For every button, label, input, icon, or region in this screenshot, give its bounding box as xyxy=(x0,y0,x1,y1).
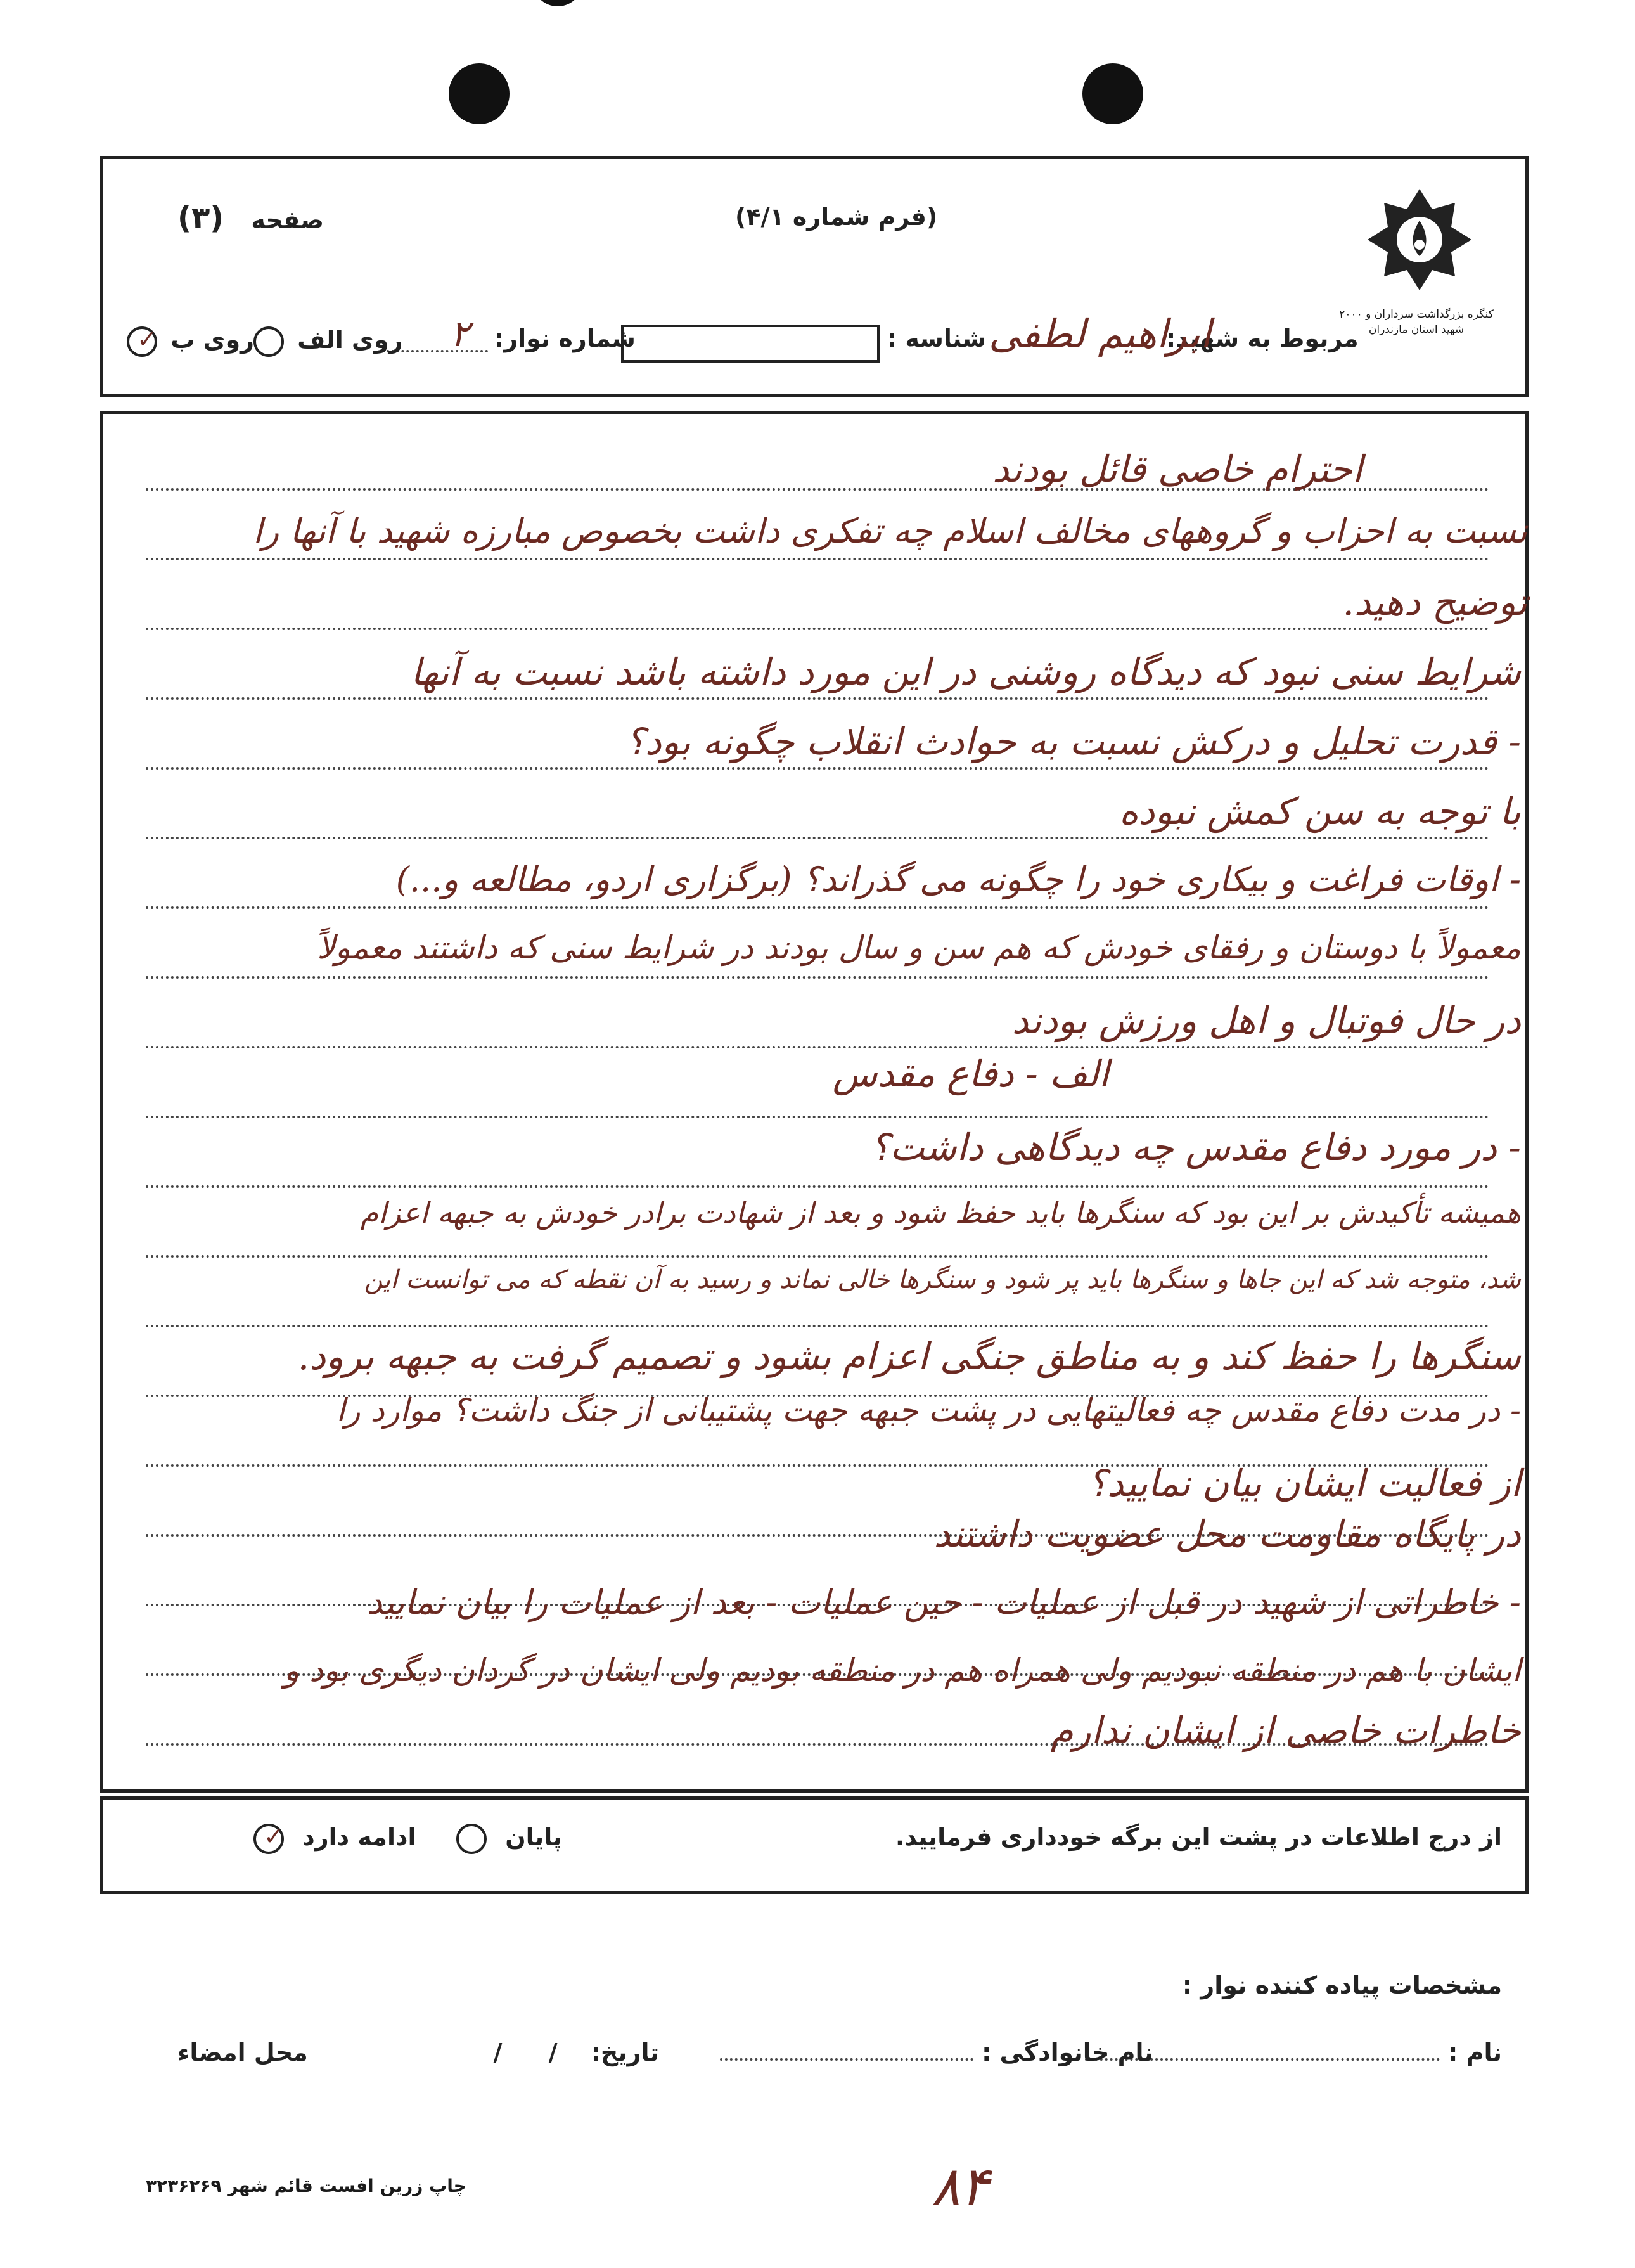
body-line: همیشه تأکیدش بر این بود که سنگرها باید حفظ شود و بعد از شهادت برادر خودش به جبهه اعزام xyxy=(360,1195,1521,1230)
body-line: از فعالیت ایشان بیان نمایید؟ xyxy=(1087,1462,1521,1505)
family-label: نام خانوادگی : xyxy=(982,2039,1153,2066)
body-line-heading: الف - دفاع مقدس xyxy=(832,1052,1109,1095)
body-line: نسبت به احزاب و گروههای مخالف اسلام چه تفکری داشت بخصوص مبارزه شهید با آنها را xyxy=(253,511,1527,551)
body-line: - در مورد دفاع مقدس چه دیدگاهی داشت؟ xyxy=(870,1126,1521,1169)
family-field[interactable] xyxy=(697,2039,1153,2066)
end-radio[interactable] xyxy=(456,1824,487,1854)
body-line: با توجه به سن کمش نبوده xyxy=(1119,790,1521,833)
body-line: در حال فوتبال و اهل ورزش بودند xyxy=(1011,999,1521,1042)
side-a-radio[interactable] xyxy=(253,326,284,357)
side-a-label: روی الف xyxy=(297,326,403,354)
signature-label: محل امضاء xyxy=(177,2039,308,2066)
transcriber-title: مشخصات پیاده کننده نوار : xyxy=(1182,1971,1502,1999)
family-dots xyxy=(720,2039,973,2061)
punch-hole-left xyxy=(449,63,510,124)
id-label: شناسه : xyxy=(887,325,986,352)
printer-credit: چاپ زرین افست قائم شهر ۳۲۳۶۲۶۹ xyxy=(146,2175,466,2196)
body-line: ایشان با هم در منطقه نبودیم ولی همراه هم در منطقه بودیم ولی ایشان در گردان دیگری بود و xyxy=(284,1652,1521,1689)
form-number: (فرم شماره ۴/۱) xyxy=(735,203,938,231)
martyr-name: ابراهیم لطفی xyxy=(989,311,1212,357)
body-line: شد، متوجه شد که این جاها و سنگرها باید پر شود و سنگرها خالی نماند و رسید به آن نقطه که می توانست این xyxy=(364,1265,1521,1294)
side-a-option[interactable] xyxy=(253,326,402,357)
side-b-radio-checked[interactable] xyxy=(127,326,157,357)
side-b-label: روی ب xyxy=(170,326,254,354)
body-line: معمولاً با دوستان و رفقای خودش که هم سن و سال بودند در شرایط سنی که داشتند معمولاً xyxy=(317,929,1521,966)
continues-option[interactable] xyxy=(253,1823,416,1854)
body-line: توضیح دهید. xyxy=(1342,581,1527,624)
org-text: کنگره بزرگداشت سرداران و ۲۰۰۰ شهید استان مازندران xyxy=(1339,308,1494,336)
tape-value: ۲ xyxy=(450,312,470,355)
continues-radio-checked[interactable] xyxy=(253,1824,284,1854)
end-label: پایان xyxy=(505,1823,562,1851)
logo-emblem-icon xyxy=(1362,184,1477,304)
date-value: / / xyxy=(493,2039,558,2066)
body-line: - اوقات فراغت و بیکاری خود را چگونه می گذراند؟ (برگزاری اردو، مطالعه و...) xyxy=(395,860,1521,899)
name-label: نام : xyxy=(1448,2039,1502,2066)
continues-label: ادامه دارد xyxy=(302,1823,416,1851)
side-b-option[interactable] xyxy=(127,326,254,357)
date-label: تاریخ: xyxy=(591,2039,659,2066)
corner-mark xyxy=(532,0,583,6)
handwritten-page-number: ۸۴ xyxy=(932,2155,989,2217)
page-number: (۳) xyxy=(177,200,224,236)
body-line: شرایط سنی نبود که دیدگاه روشنی در این مورد داشته باشد نسبت به آنها xyxy=(410,650,1521,693)
body-line: - قدرت تحلیل و درکش نسبت به حوادث انقلاب چگونه بود؟ xyxy=(625,720,1521,763)
body-line: احترام خاصی قائل بودند xyxy=(992,448,1362,491)
punch-hole-right xyxy=(1082,63,1143,124)
date-field[interactable] xyxy=(406,2039,659,2066)
back-notice: از درج اطلاعات در پشت این برگه خودداری فرمایید. xyxy=(895,1823,1502,1851)
martyr-label: مربوط به شهید: xyxy=(1166,325,1359,352)
body-line: در پایگاه مقاومت محل عضویت داشتند xyxy=(933,1512,1521,1556)
body-line: خاطرات خاصی از ایشان ندارم xyxy=(1050,1709,1521,1752)
logo-emblem xyxy=(1362,184,1477,304)
page-label-group xyxy=(177,200,324,236)
end-option[interactable] xyxy=(456,1823,562,1854)
body-line: سنگرها را حفظ کند و به مناطق جنگی اعزام بشود و تصمیم گرفت به جبهه برود. xyxy=(297,1335,1521,1378)
page-label: صفحه xyxy=(251,206,324,234)
body-line: - خاطراتی از شهید در قبل از عملیات - حین عملیات - بعد از عملیات را بیان نمایید xyxy=(366,1582,1521,1622)
body-line: - در مدت دفاع مقدس چه فعالیتهایی در پشت جبهه جهت پشتیبانی از جنگ داشت؟ موارد را xyxy=(336,1392,1521,1429)
tape-label: شماره نوار: xyxy=(494,325,636,352)
id-field[interactable] xyxy=(621,325,880,363)
